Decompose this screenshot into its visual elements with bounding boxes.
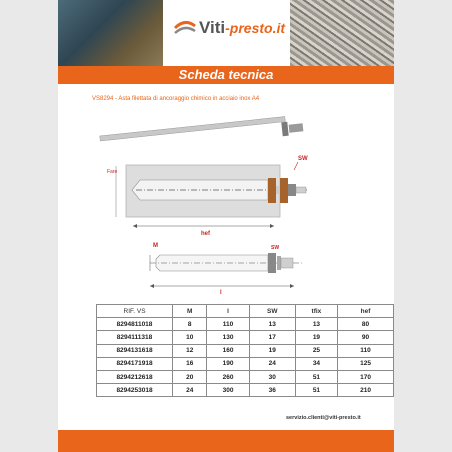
footer-bar xyxy=(58,430,394,452)
cell-tfix: 51 xyxy=(295,384,337,397)
table-header-tfix: tfix xyxy=(295,305,337,318)
cell-tfix: 13 xyxy=(295,318,337,331)
cell-tfix: 51 xyxy=(295,370,337,383)
installed-anchor-drawing xyxy=(107,156,308,237)
table-header-l: l xyxy=(207,305,249,318)
table-row xyxy=(97,318,394,331)
label-m: M xyxy=(153,243,158,249)
cell-rif: 8294111318 xyxy=(97,331,173,344)
cell-l: 130 xyxy=(207,331,249,344)
cell-rif: 8294212618 xyxy=(97,370,173,383)
cell-rif: 8294171918 xyxy=(97,357,173,370)
cell-sw: 13 xyxy=(249,318,295,331)
cell-l: 110 xyxy=(207,318,249,331)
table-row xyxy=(97,344,394,357)
cell-rif: 8294131618 xyxy=(97,344,173,357)
cell-tfix: 25 xyxy=(295,344,337,357)
brand-name-main: Viti xyxy=(199,18,226,37)
cell-m: 12 xyxy=(173,344,207,357)
cell-hef: 125 xyxy=(338,357,394,370)
cell-l: 190 xyxy=(207,357,249,370)
cell-hef: 90 xyxy=(338,331,394,344)
cell-hef: 210 xyxy=(338,384,394,397)
product-description: VS8294 - Asta filettata di ancoraggio chimico in acciaio inox A4 xyxy=(92,96,260,102)
cell-l: 300 xyxy=(207,384,249,397)
label-fare: Fare xyxy=(107,169,118,175)
table-header-sw: SW xyxy=(249,305,295,318)
cell-hef: 110 xyxy=(338,344,394,357)
cell-hef: 170 xyxy=(338,370,394,383)
cell-m: 10 xyxy=(173,331,207,344)
cell-sw: 30 xyxy=(249,370,295,383)
table-row xyxy=(97,384,394,397)
label-sw-2: SW xyxy=(271,245,280,251)
cell-sw: 17 xyxy=(249,331,295,344)
rod-photo xyxy=(100,117,304,141)
table-row xyxy=(97,331,394,344)
cell-m: 24 xyxy=(173,384,207,397)
table-row xyxy=(97,357,394,370)
page-title: Scheda tecnica xyxy=(178,67,274,82)
label-hef: hef xyxy=(201,231,210,237)
cell-tfix: 34 xyxy=(295,357,337,370)
table-header-hef: hef xyxy=(338,305,394,318)
table-header-row xyxy=(97,305,394,318)
dimensions-table xyxy=(96,304,394,397)
table-header-m: M xyxy=(173,305,207,318)
cell-rif: 8294253018 xyxy=(97,384,173,397)
cell-tfix: 19 xyxy=(295,331,337,344)
rod-dimension-drawing xyxy=(150,243,304,296)
brand-name-accent: -presto.it xyxy=(225,20,286,36)
cell-sw: 19 xyxy=(249,344,295,357)
cell-l: 260 xyxy=(207,370,249,383)
label-l: l xyxy=(220,290,222,296)
datasheet-page xyxy=(58,0,394,452)
technical-drawings xyxy=(58,0,394,300)
label-sw-1: SW xyxy=(298,156,308,162)
cell-sw: 36 xyxy=(249,384,295,397)
cell-m: 8 xyxy=(173,318,207,331)
cell-m: 20 xyxy=(173,370,207,383)
footer-email-link[interactable]: servizio.clienti@viti-presto.it xyxy=(286,415,361,421)
cell-m: 16 xyxy=(173,357,207,370)
table-header-rif: RIF. VS xyxy=(97,305,173,318)
cell-l: 160 xyxy=(207,344,249,357)
cell-rif: 8294811018 xyxy=(97,318,173,331)
cell-sw: 24 xyxy=(249,357,295,370)
table-row xyxy=(97,370,394,383)
cell-hef: 80 xyxy=(338,318,394,331)
